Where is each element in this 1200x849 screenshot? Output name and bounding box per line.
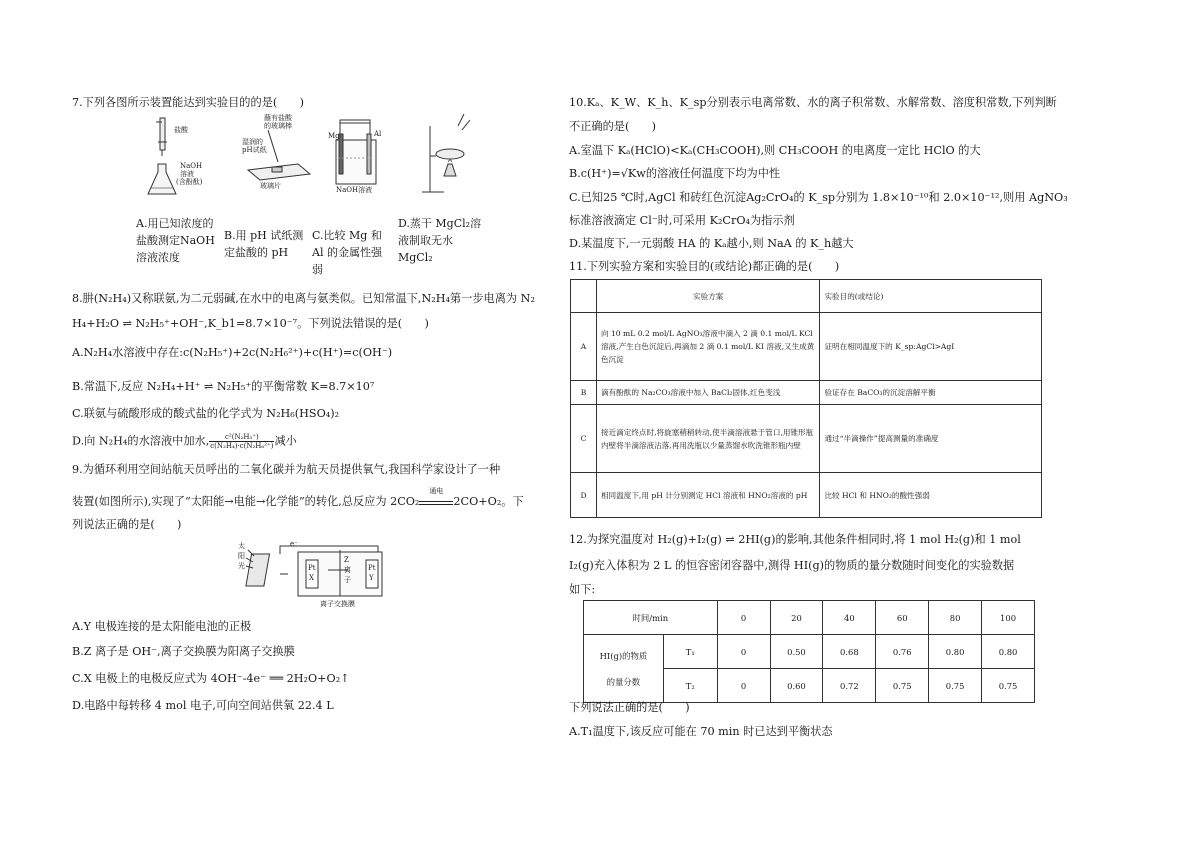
q7-apparatus-figures — [72, 112, 542, 202]
q12-t1-value: 0.80 — [982, 635, 1035, 669]
q11-header-goal: 实验目的(或结论) — [820, 280, 1042, 313]
q9-label-ion-2: 离 — [344, 566, 351, 574]
q12-temp-t1: T₁ — [663, 635, 717, 669]
q12-time-header: 时间/min — [584, 601, 718, 635]
q9-label-pt-x-1: Pt — [308, 564, 316, 572]
q8-fraction-numerator: c²(N₂H₅⁺) — [209, 433, 274, 442]
q12-t1-value: 0 — [717, 635, 770, 669]
q12-row-header-bottom: 的量分数 — [606, 676, 641, 687]
q11-row-c-key: C — [571, 405, 597, 473]
q10-line-1: 10.Kₐ、K_W、K_h、K_sp分别表示电离常数、水的离子积常数、水解常数、溶度积常数,下列判断 — [569, 96, 1057, 109]
fig-b-plate-label: 玻璃片 — [260, 182, 281, 190]
q12-temp-t2: T₂ — [663, 669, 717, 703]
q9-label-sun-1: 太 — [238, 542, 245, 550]
q8-line-2: H₄+H₂O ⇌ N₂H₅⁺+OH⁻,K_b1=8.7×10⁻⁷。下列说法错误的是( ) — [72, 317, 429, 330]
q12-time-80: 80 — [929, 601, 982, 635]
q11-experiment-table — [570, 279, 1042, 518]
q7-option-a: A.用已知浓度的盐酸测定NaOH溶液浓度 — [136, 217, 215, 264]
table-row — [571, 313, 1042, 381]
conical-flask-icon — [148, 164, 176, 194]
q12-time-100: 100 — [982, 601, 1035, 635]
electrolysis-cell-icon — [336, 120, 376, 184]
q10-option-b: B.c(H⁺)=√Kw的溶液任何温度下均为中性 — [569, 167, 781, 180]
q12-t2-value: 0.75 — [929, 669, 982, 703]
q11-header-key — [571, 280, 597, 313]
q8-fraction — [209, 433, 274, 450]
table-row — [584, 635, 1035, 669]
q10-option-d: D.某温度下,一元弱酸 HA 的 Kₐ越小,则 NaA 的 K_h越大 — [569, 237, 854, 250]
q9-option-b: B.Z 离子是 OH⁻,离子交换膜为阳离子交换膜 — [72, 645, 295, 658]
fig-c-al-label: Al — [374, 130, 382, 138]
q12-line-2: I₂(g)充入体积为 2 L 的恒容密闭容器中,测得 HI(g)的物质的量分数随时间变化的实验数据 — [569, 559, 1015, 572]
q9-label-pt-y-2: Y — [369, 574, 374, 582]
q11-row-b-key: B — [571, 381, 597, 405]
q11-row-a-plan: 向 10 mL 0.2 mol/L AgNO₃溶液中滴入 2 滴 0.1 mol/L KCl 溶液,产生白色沉淀后,再滴加 2 滴 0.1 mol/L KI 溶液,又生成黄色沉淀 — [596, 313, 819, 381]
q12-t2-value: 0.72 — [823, 669, 876, 703]
q12-time-0: 0 — [717, 601, 770, 635]
q8-option-d — [72, 433, 297, 450]
fig-c-mg-label: Mg — [328, 132, 340, 140]
fig-a-base-label-3: (含酚酞) — [176, 178, 203, 186]
q12-t2-value: 0.60 — [770, 669, 823, 703]
q9-label-membrane: 离子交换膜 — [320, 600, 355, 608]
fig-a-base-label-1: NaOH — [180, 162, 203, 170]
q11-row-d-plan: 相同温度下,用 pH 计分别测定 HCl 溶液和 HNO₂溶液的 pH — [596, 473, 819, 518]
q11-row-b-plan: 滴有酚酞的 Na₂CO₃溶液中加入 BaCl₂固体,红色变浅 — [596, 381, 819, 405]
q9-label-pt-y-1: Pt — [368, 564, 376, 572]
q9-option-d: D.电路中每转移 4 mol 电子,可向空间站供氧 22.4 L — [72, 699, 334, 712]
q12-data-table — [583, 600, 1035, 703]
table-row — [571, 405, 1042, 473]
q9-reaction-condition: 通电 — [429, 487, 444, 495]
q11-header-row — [571, 280, 1042, 313]
q12-line-1: 12.为探究温度对 H₂(g)+I₂(g) ⇌ 2HI(g)的影响,其他条件相同时,将 1 mol H₂(g)和 1 mol — [569, 533, 1021, 546]
q12-t2-value: 0.75 — [982, 669, 1035, 703]
q9-label-ion-1: Z — [344, 556, 349, 564]
evaporating-dish-icon — [422, 114, 470, 192]
q8-option-d-prefix: D.向 N₂H₄的水溶液中加水, — [72, 434, 210, 448]
fig-b-rod-label-2: 的玻璃棒 — [264, 122, 292, 130]
q8-option-d-suffix: 减小 — [274, 434, 297, 448]
q11-row-c-plan: 接近滴定终点时,将旋塞稍稍转动,使半滴溶液悬于管口,用锥形瓶内壁将半滴溶液沾落,再用洗瓶以少量蒸馏水吹洗锥形瓶内壁 — [596, 405, 819, 473]
q12-option-a: A.T₁温度下,该反应可能在 70 min 时已达到平衡状态 — [569, 725, 833, 738]
q7-figures — [72, 112, 542, 202]
q9-line-2-prefix: 装置(如图所示),实现了“太阳能→电能→化学能”的转化,总反应为 2CO₂ — [72, 495, 420, 508]
q9-reaction-arrow — [419, 487, 453, 505]
q9-label-pt-x-2: X — [309, 574, 314, 582]
solar-panel-icon — [246, 554, 270, 586]
q9-line-2 — [72, 487, 524, 509]
q12-t1-value: 0.80 — [929, 635, 982, 669]
table-row — [571, 381, 1042, 405]
q8-option-a: A.N₂H₄水溶液中存在:c(N₂H₅⁺)+2c(N₂H₆²⁺)+c(H⁺)=c(OH⁻) — [72, 346, 393, 359]
fig-a-acid-label: 盐酸 — [174, 126, 188, 134]
q10-option-a: A.室温下 Kₐ(HClO)<Kₐ(CH₃COOH),则 CH₃COOH 的电离度一定比 HClO 的大 — [569, 144, 981, 157]
q12-time-60: 60 — [876, 601, 929, 635]
q11-row-b-goal: 验证存在 BaCO₃的沉淀溶解平衡 — [820, 381, 1042, 405]
q11-row-d-key: D — [571, 473, 597, 518]
fig-c-solution-label: NaOH溶液 — [336, 186, 373, 194]
table-row — [571, 473, 1042, 518]
fig-a-base-label-2: 溶液 — [180, 170, 194, 178]
q9-line-3: 列说法正确的是( ) — [72, 518, 182, 531]
q11-header-plan: 实验方案 — [596, 280, 819, 313]
q12-header-row — [584, 601, 1035, 635]
q11-row-c-goal: 通过“半滴操作”提高测量的准确度 — [820, 405, 1042, 473]
q7-stem: 7.下列各图所示装置能达到实验目的的是( ) — [72, 96, 304, 109]
q12-line-3: 如下: — [569, 583, 596, 596]
q7-option-c: C.比较 Mg 和 Al 的金属性强弱 — [312, 229, 382, 276]
q9-label-sun-3: 光 — [238, 562, 245, 570]
q10-line-2: 不正确的是( ) — [569, 120, 657, 133]
q12-t1-value: 0.50 — [770, 635, 823, 669]
q12-t2-value: 0 — [717, 669, 770, 703]
q12-t1-value: 0.76 — [876, 635, 929, 669]
q8-option-b: B.常温下,反应 N₂H₄+H⁺ ⇌ N₂H₅⁺的平衡常数 K=8.7×10⁷ — [72, 380, 375, 393]
q11-row-d-goal: 比较 HCl 和 HNO₂的酸性强弱 — [820, 473, 1042, 518]
q12-row-header — [584, 635, 664, 703]
q9-line-2-suffix: 2CO+O₂。下 — [453, 495, 524, 508]
q12-time-40: 40 — [823, 601, 876, 635]
q8-fraction-denominator: c(N₂H₄)·c(N₂H₆²⁺) — [210, 442, 274, 450]
burette-icon — [156, 118, 167, 156]
q8-line-1: 8.肼(N₂H₄)又称联氨,为二元弱碱,在水中的电离与氨类似。已知常温下,N₂H₄第一步电离为 N₂ — [72, 292, 535, 305]
q9-label-ion-3: 子 — [344, 576, 351, 584]
fig-b-rod-label-1: 蘸有盐酸 — [264, 114, 292, 122]
q9-figure — [238, 540, 388, 610]
q9-option-a: A.Y 电极连接的是太阳能电池的正极 — [72, 620, 252, 633]
q11-row-a-goal: 证明在相同温度下的 K_sp:AgCl>AgI — [820, 313, 1042, 381]
q12-t2-value: 0.75 — [876, 669, 929, 703]
q9-label-sun-2: 阳 — [238, 552, 245, 560]
q10-option-c-1: C.已知25 ℃时,AgCl 和砖红色沉淀Ag₂CrO₄的 K_sp分别为 1.8×10⁻¹⁰和 2.0×10⁻¹²,则用 AgNO₃ — [569, 191, 1068, 204]
q7-option-d: D.蒸干 MgCl₂溶液制取无水 MgCl₂ — [398, 217, 482, 264]
q9-line-1: 9.为循环利用空间站航天员呼出的二氧化碳并为航天员提供氧气,我国科学家设计了一种 — [72, 463, 501, 476]
q12-t1-value: 0.68 — [823, 635, 876, 669]
q11-stem: 11.下列实验方案和实验目的(或结论)都正确的是( ) — [569, 260, 840, 273]
fig-b-paper-label-1: 湿润的 — [242, 138, 263, 146]
q9-option-c: C.X 电极上的电极反应式为 4OH⁻-4e⁻ ══ 2H₂O+O₂↑ — [72, 672, 350, 685]
fig-b-paper-label-2: pH试纸 — [242, 146, 267, 154]
q7-option-b: B.用 pH 试纸测定盐酸的 pH — [224, 229, 304, 259]
q10-option-c-2: 标准溶液滴定 Cl⁻时,可采用 K₂CrO₄为指示剂 — [569, 214, 795, 227]
q12-after-table: 下列说法正确的是( ) — [569, 701, 690, 714]
q9-label-electron: e⁻ — [290, 540, 298, 548]
q12-time-20: 20 — [770, 601, 823, 635]
q8-option-c: C.联氨与硫酸形成的酸式盐的化学式为 N₂H₆(HSO₄)₂ — [72, 407, 340, 420]
q11-row-a-key: A — [571, 313, 597, 381]
q12-row-header-top: HI(g)的物质 — [599, 650, 648, 661]
